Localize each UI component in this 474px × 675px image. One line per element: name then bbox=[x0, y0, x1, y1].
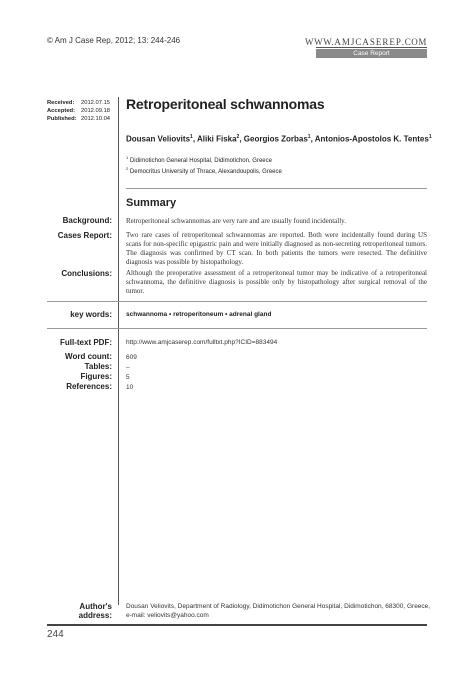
keywords: schwannoma • retroperitoneum • adrenal gland bbox=[126, 311, 272, 318]
tables-value: – bbox=[126, 364, 130, 371]
affiliation-item bbox=[126, 154, 282, 165]
affiliation-text: Democritus University of Thrace, Alexandoupolis, Greece bbox=[128, 169, 282, 175]
article-stats-labels bbox=[47, 352, 112, 392]
journal-citation: © Am J Case Rep, 2012; 13: 244-246 bbox=[47, 36, 181, 45]
background-text: Retroperitoneal schwannomas are very rare and are usually found incidentally. bbox=[126, 217, 346, 225]
column-divider bbox=[118, 97, 119, 605]
author-separator: , bbox=[310, 134, 315, 144]
affiliation-mark: 2 bbox=[126, 166, 129, 171]
fulltext-label: Full-text PDF: bbox=[60, 338, 112, 347]
footer-divider bbox=[47, 624, 427, 626]
section-divider bbox=[47, 301, 427, 302]
references-label: References: bbox=[66, 382, 112, 391]
conclusions-label: Conclusions: bbox=[61, 269, 112, 278]
fulltext-link[interactable]: http://www.amjcaserep.com/fulltxt.php?ICID=883494 bbox=[126, 339, 278, 346]
article-type-badge: Case Report bbox=[316, 49, 427, 58]
published-label: Published: bbox=[47, 116, 77, 122]
summary-heading: Summary bbox=[126, 197, 177, 209]
affiliation-item bbox=[126, 165, 282, 176]
authors-address-label: Author's address: bbox=[78, 602, 112, 620]
references-value: 10 bbox=[126, 384, 134, 391]
affiliation-text: Didimotichon General Hospital, Didimotichon, Greece bbox=[128, 158, 272, 164]
conclusions-text: Although the preoperative assessment of a retroperitoneal tumor may be indicative of a retroperitoneal schwannoma, the definitive diagnosis is possible only by histopathology after surgical removal of the tumor. bbox=[126, 269, 427, 295]
site-suffix: .COM bbox=[401, 37, 427, 47]
published-date: 2012.10.04 bbox=[81, 116, 111, 122]
author-separator: , bbox=[192, 134, 197, 144]
keywords-label: key words: bbox=[70, 310, 112, 319]
word-count-label: Word count: bbox=[65, 352, 112, 361]
section-divider bbox=[126, 188, 427, 189]
article-title: Retroperitoneal schwannomas bbox=[126, 96, 325, 112]
article-stats-values bbox=[126, 353, 137, 393]
author-affiliation-mark: 2 bbox=[236, 134, 240, 140]
page-number: 244 bbox=[47, 629, 64, 640]
author-affiliation-mark: 1 bbox=[307, 134, 311, 140]
author-name: Georgios Zorbas bbox=[243, 134, 308, 144]
affiliation-mark: 1 bbox=[126, 155, 129, 160]
tables-label: Tables: bbox=[84, 362, 112, 371]
section-divider bbox=[47, 328, 427, 329]
background-label: Background: bbox=[62, 216, 112, 225]
word-count-value: 609 bbox=[126, 354, 137, 361]
author-name: Aliki Fiska bbox=[196, 134, 237, 144]
figures-value: 5 bbox=[126, 374, 130, 381]
site-name: AMJCASEREP bbox=[334, 37, 402, 47]
header-divider bbox=[316, 47, 427, 48]
authors-address bbox=[126, 603, 430, 620]
author-affiliation-mark: 1 bbox=[190, 134, 193, 140]
cases-report-text: Two rare cases of retroperitoneal schwannomas are reported. Both were incidentally found during US scans for non-specific epigastric pain and were initially diagnosed as non-secreting retroperitoneal tumors. The diagnosis was confirmed by CT scan. In both patients the tumors were resected. The definitive diagnosis was possible by histopathology. bbox=[126, 231, 427, 266]
author-name: Dousan Veliovits bbox=[126, 134, 191, 144]
author-separator: , bbox=[239, 134, 244, 144]
accepted-label: Accepted: bbox=[47, 108, 76, 114]
article-dates bbox=[47, 99, 110, 123]
author-name: Antonios-Apostolos K. Tentes bbox=[314, 134, 429, 144]
author-affiliation-mark: 1 bbox=[428, 134, 432, 140]
author-list bbox=[126, 134, 432, 144]
received-date: 2012.07.15 bbox=[81, 100, 111, 106]
journal-website[interactable] bbox=[305, 37, 427, 47]
site-prefix: WWW. bbox=[305, 37, 335, 47]
address-line: Dousan Veliovits, Department of Radiology, Didimotichon General Hospital, Didimotichon, 68300, Greece, bbox=[126, 603, 431, 610]
affiliations bbox=[126, 154, 282, 176]
figures-label: Figures: bbox=[80, 372, 112, 381]
received-label: Received: bbox=[47, 100, 75, 106]
cases-report-label: Cases Report: bbox=[57, 231, 112, 240]
accepted-date: 2012.09.18 bbox=[81, 108, 111, 114]
address-email[interactable]: e-mail: veliovits@yahoo.com bbox=[126, 611, 209, 619]
